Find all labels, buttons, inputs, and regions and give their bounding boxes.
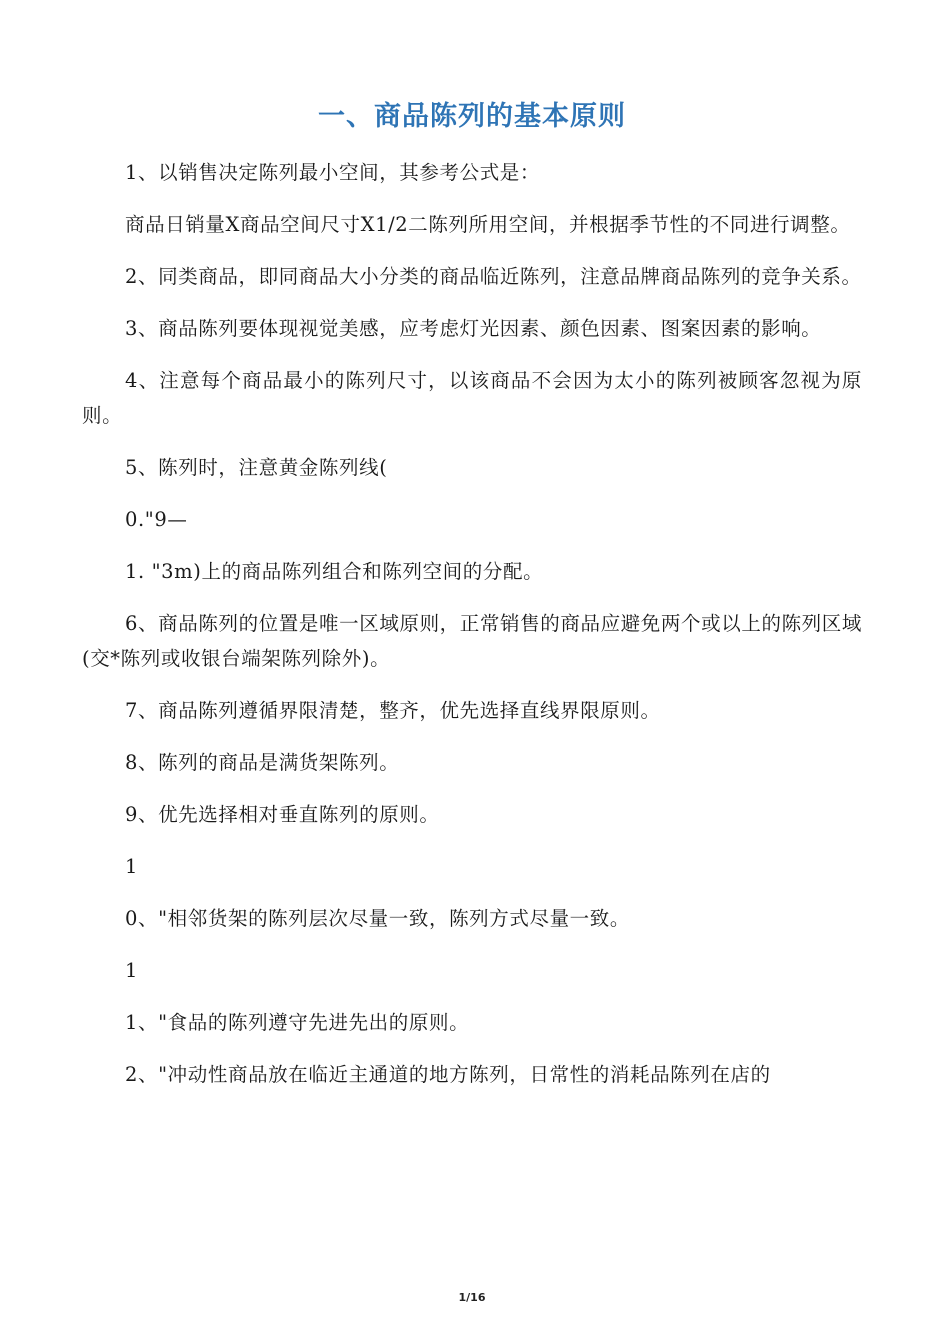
paragraph: 7、商品陈列遵循界限清楚，整齐，优先选择直线界限原则。 (125, 699, 661, 722)
paragraph: 4、注意每个商品最小的陈列尺寸，以该商品不会因为太小的陈列被顾客忽视为原则。 (82, 369, 862, 427)
paragraph: 1、"食品的陈列遵守先进先出的原则。 (125, 1011, 470, 1034)
paragraph: 8、陈列的商品是满货架陈列。 (125, 751, 400, 774)
page-number: 1/16 (458, 1291, 486, 1304)
document-body (82, 155, 862, 1109)
paragraph: 商品日销量X商品空间尺寸X1/2二陈列所用空间，并根据季节性的不同进行调整。 (125, 213, 851, 236)
paragraph: 2、同类商品，即同商品大小分类的商品临近陈列，注意品牌商品陈列的竞争关系。 (125, 265, 862, 288)
paragraph: 6、商品陈列的位置是唯一区域原则，正常销售的商品应避免两个或以上的陈列区域(交*陈列或收银台端架陈列除外)。 (82, 612, 862, 670)
paragraph: 1 (125, 959, 139, 982)
paragraph: 1. "3m)上的商品陈列组合和陈列空间的分配。 (125, 560, 544, 583)
paragraph: 1 (125, 855, 139, 878)
page-title: 一、商品陈列的基本原则 (318, 101, 626, 132)
paragraph: 9、优先选择相对垂直陈列的原则。 (125, 803, 440, 826)
paragraph: 1、以销售决定陈列最小空间，其参考公式是： (125, 161, 541, 184)
paragraph: 2、"冲动性商品放在临近主通道的地方陈列，日常性的消耗品陈列在店的 (125, 1063, 771, 1086)
paragraph: 0."9— (125, 508, 188, 531)
paragraph: 0、"相邻货架的陈列层次尽量一致，陈列方式尽量一致。 (125, 907, 630, 930)
paragraph: 3、商品陈列要体现视觉美感，应考虑灯光因素、颜色因素、图案因素的影响。 (125, 317, 822, 340)
paragraph: 5、陈列时，注意黄金陈列线( (125, 456, 388, 479)
